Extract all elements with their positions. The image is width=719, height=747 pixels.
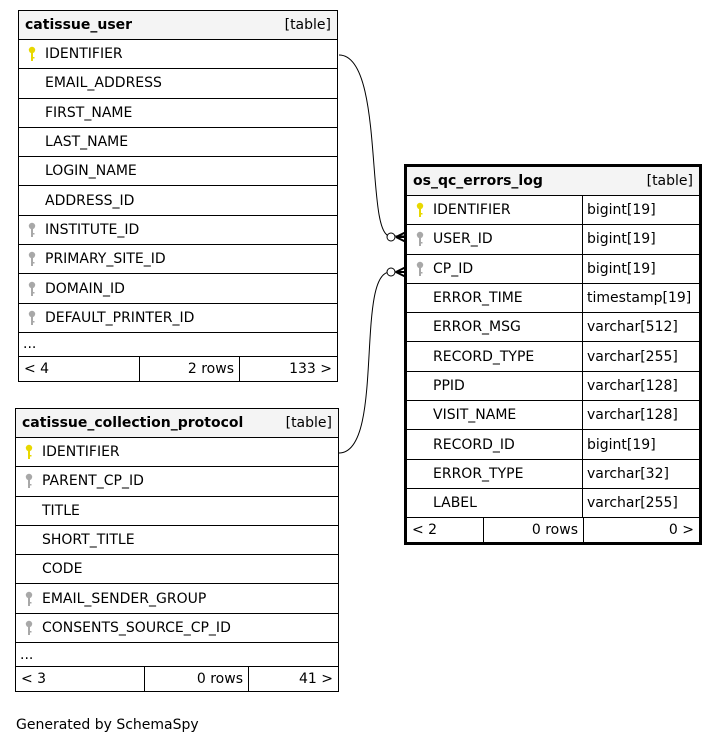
more-columns: ...: [16, 643, 338, 667]
column-row[interactable]: [407, 460, 699, 489]
column-name: PRIMARY_SITE_ID: [45, 251, 166, 268]
parents-count[interactable]: < 2: [407, 518, 484, 542]
column-name: EMAIL_ADDRESS: [45, 75, 162, 92]
column-type: bigint[19]: [582, 430, 699, 458]
column-name: ERROR_TIME: [433, 290, 523, 307]
column-row[interactable]: [407, 430, 699, 459]
column-row[interactable]: [407, 225, 699, 254]
column-name: IDENTIFIER: [433, 202, 511, 219]
column-name: USER_ID: [433, 231, 493, 248]
column-row[interactable]: [19, 128, 337, 157]
column-row[interactable]: [16, 614, 338, 643]
column-name: SHORT_TITLE: [42, 532, 135, 549]
row-count: 2 rows: [140, 357, 240, 381]
column-row[interactable]: [16, 467, 338, 496]
column-type: varchar[255]: [582, 342, 699, 370]
column-type: varchar[128]: [582, 401, 699, 429]
column-row[interactable]: [407, 342, 699, 371]
column-row[interactable]: [16, 584, 338, 613]
column-type: varchar[512]: [582, 313, 699, 341]
column-row[interactable]: [407, 401, 699, 430]
column-type: varchar[32]: [582, 460, 699, 488]
column-name: EMAIL_SENDER_GROUP: [42, 590, 207, 607]
column-name: PARENT_CP_ID: [42, 473, 144, 490]
column-name: LABEL: [433, 495, 477, 512]
column-row[interactable]: [407, 372, 699, 401]
column-name: FIRST_NAME: [45, 104, 133, 121]
link-user-identifier-to-errors-user-id: [339, 55, 404, 236]
column-name: CP_ID: [433, 260, 474, 277]
column-row[interactable]: [16, 526, 338, 555]
children-count[interactable]: 133 >: [289, 360, 332, 377]
column-type: bigint[19]: [582, 225, 699, 253]
table-catissue-user[interactable]: [18, 10, 338, 382]
column-row[interactable]: [19, 157, 337, 186]
foreign-key-icon: [19, 310, 45, 326]
column-name: RECORD_TYPE: [433, 348, 535, 365]
foreign-key-icon: [16, 591, 42, 607]
column-name: LAST_NAME: [45, 134, 129, 151]
foreign-key-icon: [407, 231, 433, 247]
table-name: os_qc_errors_log: [413, 173, 543, 189]
parents-count[interactable]: < 4: [19, 357, 140, 381]
link-optional-marker: [387, 268, 395, 276]
foreign-key-icon: [407, 261, 433, 277]
table-os-qc-errors-log[interactable]: [404, 164, 702, 545]
table-kind: [table]: [284, 17, 331, 33]
primary-key-icon: [16, 444, 42, 460]
table-name: catissue_user: [25, 17, 133, 33]
column-row[interactable]: [407, 196, 699, 225]
column-name: CODE: [42, 561, 83, 578]
column-row[interactable]: [16, 497, 338, 526]
column-row[interactable]: [19, 304, 337, 333]
column-name: ADDRESS_ID: [45, 192, 135, 209]
column-name: INSTITUTE_ID: [45, 221, 140, 238]
column-row[interactable]: [19, 186, 337, 215]
column-type: bigint[19]: [582, 196, 699, 224]
foreign-key-icon: [16, 620, 42, 636]
foreign-key-icon: [19, 222, 45, 238]
primary-key-icon: [407, 202, 433, 218]
table-footer: [16, 667, 338, 691]
table-footer: [407, 518, 699, 542]
table-header: [407, 167, 699, 196]
table-name: catissue_collection_protocol: [22, 415, 244, 431]
column-row[interactable]: [16, 438, 338, 467]
column-row[interactable]: [407, 284, 699, 313]
children-count[interactable]: 0 >: [668, 522, 694, 539]
table-header: [16, 409, 338, 438]
column-name: ERROR_TYPE: [433, 465, 524, 482]
column-row[interactable]: [19, 69, 337, 98]
column-row[interactable]: [407, 489, 699, 518]
column-name: LOGIN_NAME: [45, 163, 137, 180]
column-name: CONSENTS_SOURCE_CP_ID: [42, 619, 231, 636]
row-count: 0 rows: [484, 518, 584, 542]
column-row[interactable]: [19, 245, 337, 274]
column-row[interactable]: [407, 313, 699, 342]
column-name: PPID: [433, 377, 465, 394]
foreign-key-icon: [19, 281, 45, 297]
column-name: DOMAIN_ID: [45, 280, 125, 297]
table-header: [19, 11, 337, 40]
column-name: RECORD_ID: [433, 436, 515, 453]
column-row[interactable]: [19, 216, 337, 245]
more-columns: ...: [19, 333, 337, 357]
table-kind: [table]: [646, 173, 693, 189]
row-count: 0 rows: [145, 667, 249, 691]
column-type: bigint[19]: [582, 255, 699, 283]
column-name: IDENTIFIER: [42, 444, 120, 461]
column-row[interactable]: [16, 555, 338, 584]
column-name: ERROR_MSG: [433, 319, 521, 336]
link-optional-marker: [387, 233, 395, 241]
column-row[interactable]: [19, 40, 337, 69]
column-name: DEFAULT_PRINTER_ID: [45, 309, 195, 326]
primary-key-icon: [19, 46, 45, 62]
column-name: TITLE: [42, 502, 80, 519]
parents-count[interactable]: < 3: [16, 667, 145, 691]
children-count[interactable]: 41 >: [299, 671, 333, 688]
generated-by-note: Generated by SchemaSpy: [16, 717, 199, 733]
foreign-key-icon: [16, 473, 42, 489]
column-type: timestamp[19]: [582, 284, 699, 312]
column-name: VISIT_NAME: [433, 407, 517, 424]
column-row[interactable]: [19, 274, 337, 303]
column-type: varchar[128]: [582, 372, 699, 400]
table-footer: [19, 357, 337, 381]
column-type: varchar[255]: [582, 489, 699, 517]
link-protocol-identifier-to-errors-cp-id: [339, 272, 404, 453]
column-name: IDENTIFIER: [45, 46, 123, 63]
table-catissue-collection-protocol[interactable]: [15, 408, 339, 692]
foreign-key-icon: [19, 251, 45, 267]
column-row[interactable]: [19, 99, 337, 128]
table-kind: [table]: [285, 415, 332, 431]
column-row[interactable]: [407, 255, 699, 284]
